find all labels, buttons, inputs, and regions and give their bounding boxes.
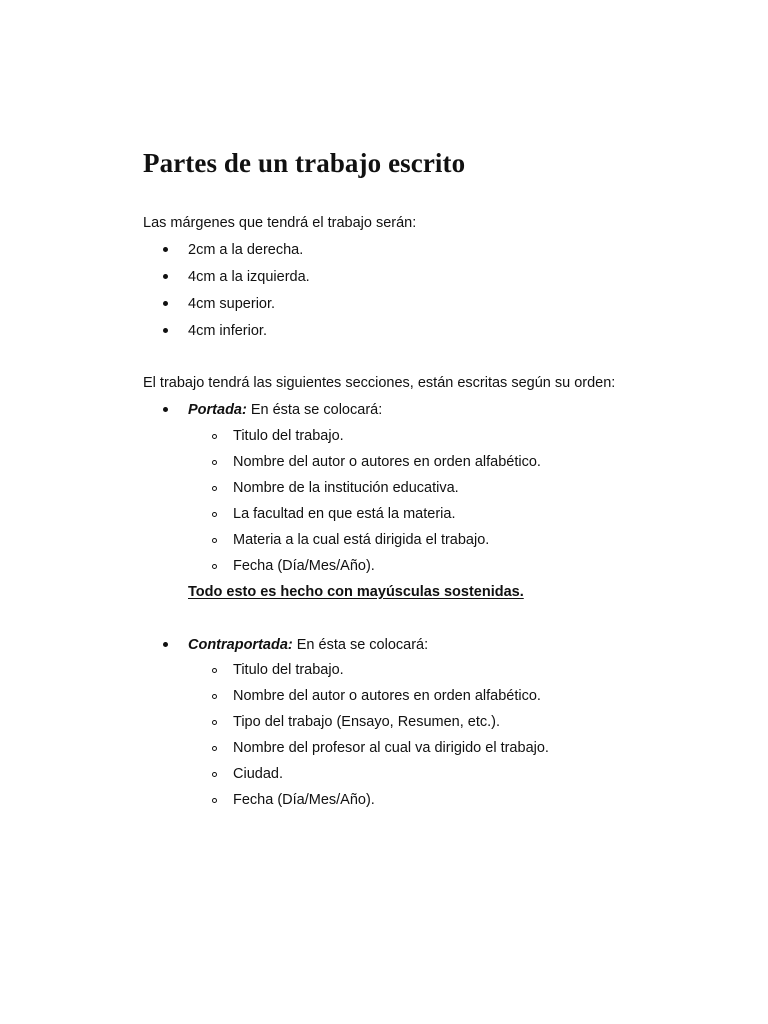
- portada-label: Portada:: [188, 402, 247, 418]
- bullet-icon: [163, 274, 168, 279]
- portada-note: Todo esto es hecho con mayúsculas sostenidas.: [188, 584, 524, 600]
- portada-item: La facultad en que está la materia.: [233, 506, 456, 522]
- circle-bullet-icon: [212, 486, 217, 491]
- circle-bullet-icon: [212, 694, 217, 699]
- margin-item: 4cm a la izquierda.: [188, 269, 310, 285]
- margin-item: 2cm a la derecha.: [188, 242, 304, 258]
- margin-item: 4cm inferior.: [188, 323, 267, 339]
- portada-item: Fecha (Día/Mes/Año).: [233, 558, 375, 574]
- portada-heading: [188, 401, 382, 419]
- contraportada-item: Fecha (Día/Mes/Año).: [233, 792, 375, 808]
- portada-item: Titulo del trabajo.: [233, 428, 344, 444]
- contraportada-item: Nombre del profesor al cual va dirigido el trabajo.: [233, 740, 549, 756]
- margins-intro: Las márgenes que tendrá el trabajo serán:: [143, 215, 417, 231]
- portada-item: Nombre de la institución educativa.: [233, 480, 459, 496]
- contraportada-item: Titulo del trabajo.: [233, 662, 344, 678]
- circle-bullet-icon: [212, 538, 217, 543]
- bullet-icon: [163, 407, 168, 412]
- circle-bullet-icon: [212, 434, 217, 439]
- circle-bullet-icon: [212, 460, 217, 465]
- circle-bullet-icon: [212, 772, 217, 777]
- portada-item: Materia a la cual está dirigida el trabajo.: [233, 532, 490, 548]
- contraportada-item: Tipo del trabajo (Ensayo, Resumen, etc.).: [233, 714, 501, 730]
- circle-bullet-icon: [212, 720, 217, 725]
- bullet-icon: [163, 642, 168, 647]
- bullet-icon: [163, 247, 168, 252]
- portada-item: Nombre del autor o autores en orden alfabético.: [233, 454, 541, 470]
- contraportada-label: Contraportada:: [188, 637, 293, 653]
- bullet-icon: [163, 301, 168, 306]
- circle-bullet-icon: [212, 798, 217, 803]
- circle-bullet-icon: [212, 746, 217, 751]
- contraportada-item: Ciudad.: [233, 766, 283, 782]
- contraportada-item: Nombre del autor o autores en orden alfabético.: [233, 688, 541, 704]
- sections-intro: El trabajo tendrá las siguientes secciones, están escritas según su orden:: [143, 375, 616, 391]
- circle-bullet-icon: [212, 668, 217, 673]
- contraportada-text: En ésta se colocará:: [292, 637, 429, 653]
- circle-bullet-icon: [212, 512, 217, 517]
- bullet-icon: [163, 328, 168, 333]
- circle-bullet-icon: [212, 564, 217, 569]
- portada-text: En ésta se colocará:: [246, 402, 383, 418]
- page-title: Partes de un trabajo escrito: [143, 148, 466, 178]
- contraportada-heading: [188, 636, 428, 654]
- margin-item: 4cm superior.: [188, 296, 276, 312]
